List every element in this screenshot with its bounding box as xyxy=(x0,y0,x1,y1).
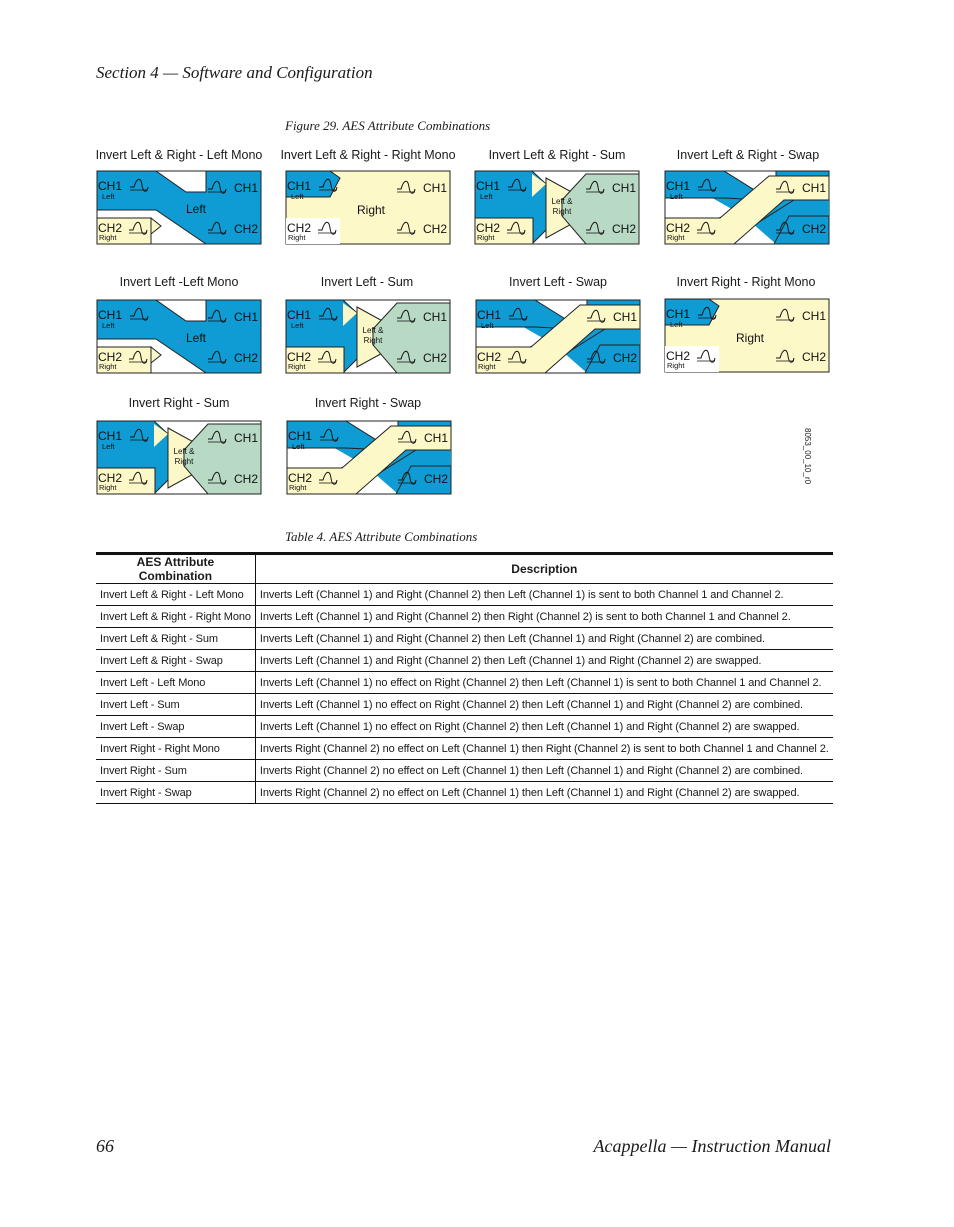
cell-combination: Invert Left & Right - Right Mono xyxy=(96,606,255,628)
diagram-title: Invert Left - Swap xyxy=(509,275,607,289)
right-sub-label: Right xyxy=(99,233,117,242)
diagram-mono xyxy=(96,170,262,248)
diagram-sum xyxy=(474,170,640,248)
table-row xyxy=(96,694,833,716)
ch2-out-label: CH2 xyxy=(801,350,826,364)
ch1-in-label: CH1 xyxy=(288,429,313,443)
ch2-in-label: CH2 xyxy=(666,221,691,235)
left-sub-label: Left xyxy=(481,321,494,330)
ch2-in-label: CH2 xyxy=(477,350,502,364)
figure-caption: Figure 29. AES Attribute Combinations xyxy=(285,118,491,133)
table-row xyxy=(96,760,833,782)
ch2-in-label: CH2 xyxy=(287,221,312,235)
ch2-in-label: CH2 xyxy=(666,349,691,363)
ch2-out-label: CH2 xyxy=(612,351,637,365)
table-caption: Table 4. AES Attribute Combinations xyxy=(285,529,478,544)
mix-label: Right xyxy=(356,203,386,217)
table-row xyxy=(96,738,833,760)
right-sub-label: Right xyxy=(477,233,495,242)
ch1-out-label: CH1 xyxy=(612,310,637,324)
cell-combination: Invert Right - Right Mono xyxy=(96,738,255,760)
cell-description: Inverts Left (Channel 1) no effect on Right (Channel 2) then Left (Channel 1) and Right (Channel 2) are swapped. xyxy=(255,716,832,738)
cell-description: Inverts Right (Channel 2) no effect on Left (Channel 1) then Left (Channel 1) and Right (Channel 2) are combined. xyxy=(255,760,832,782)
diagram-title: Invert Right - Sum xyxy=(128,396,230,410)
diagram-mono xyxy=(96,299,262,377)
diagram-title: Invert Left & Right - Right Mono xyxy=(280,148,456,162)
ch2-out-label: CH2 xyxy=(611,222,636,236)
aes-combinations-table xyxy=(96,552,833,804)
ch1-in-label: CH1 xyxy=(476,179,501,193)
right-sub-label: Right xyxy=(99,483,117,492)
mix-label: Left & Right xyxy=(362,326,384,345)
table-row xyxy=(96,716,833,738)
mix-label: Left xyxy=(185,331,207,345)
ch1-in-label: CH1 xyxy=(666,307,691,321)
cell-combination: Invert Left - Swap xyxy=(96,716,255,738)
diagram-swap xyxy=(286,420,452,498)
cell-description: Inverts Left (Channel 1) no effect on Right (Channel 2) then Left (Channel 1) is sent to both Channel 1 and Channel 2. xyxy=(255,672,832,694)
mix-label: Left & Right xyxy=(173,447,195,466)
ch2-out-label: CH2 xyxy=(422,351,447,365)
ch1-in-label: CH1 xyxy=(98,179,123,193)
right-sub-label: Right xyxy=(667,233,685,242)
right-sub-label: Right xyxy=(99,362,117,371)
ch2-in-label: CH2 xyxy=(287,350,312,364)
diagram-title: Invert Left - Sum xyxy=(320,275,414,289)
cell-description: Inverts Left (Channel 1) and Right (Channel 2) then Left (Channel 1) and Right (Channel 2) are swapped. xyxy=(255,650,832,672)
cell-combination: Invert Right - Swap xyxy=(96,782,255,804)
header-combination: AES Attribute Combination xyxy=(96,554,255,584)
cell-combination: Invert Left - Sum xyxy=(96,694,255,716)
ch2-out-label: CH2 xyxy=(423,472,448,486)
header-description: Description xyxy=(255,554,832,584)
ch1-out-label: CH1 xyxy=(233,431,258,445)
ch1-out-label: CH1 xyxy=(423,431,448,445)
ch2-in-label: CH2 xyxy=(288,471,313,485)
ch1-out-label: CH1 xyxy=(233,181,258,195)
figure-code: 8053_00_10_r0 xyxy=(803,428,812,485)
diagram-title: Invert Right - Right Mono xyxy=(676,275,816,289)
mix-label: Left & Right xyxy=(551,197,573,216)
ch2-out-label: CH2 xyxy=(422,222,447,236)
footer-title: Acappella — Instruction Manual xyxy=(593,1136,831,1156)
ch1-in-label: CH1 xyxy=(287,179,312,193)
ch1-out-label: CH1 xyxy=(233,310,258,324)
right-sub-label: Right xyxy=(667,361,685,370)
left-sub-label: Left xyxy=(480,192,493,201)
cell-combination: Invert Left & Right - Swap xyxy=(96,650,255,672)
cell-description: Inverts Left (Channel 1) and Right (Channel 2) then Right (Channel 2) is sent to both Channel 1 and Channel 2. xyxy=(255,606,832,628)
mix-label: Left xyxy=(185,202,207,216)
left-sub-label: Left xyxy=(291,192,304,201)
left-sub-label: Left xyxy=(670,192,683,201)
table-row xyxy=(96,606,833,628)
table-row xyxy=(96,650,833,672)
ch2-in-label: CH2 xyxy=(98,221,123,235)
diagram-mono xyxy=(285,170,451,248)
ch1-out-label: CH1 xyxy=(801,309,826,323)
right-sub-label: Right xyxy=(478,362,496,371)
diagram-title: Invert Left -Left Mono xyxy=(119,275,239,289)
ch1-out-label: CH1 xyxy=(611,181,636,195)
table-row xyxy=(96,584,833,606)
cell-description: Inverts Left (Channel 1) and Right (Channel 2) then Left (Channel 1) is sent to both Channel 1 and Channel 2. xyxy=(255,584,832,606)
ch1-in-label: CH1 xyxy=(98,429,123,443)
ch1-in-label: CH1 xyxy=(666,179,691,193)
left-sub-label: Left xyxy=(291,321,304,330)
table-row xyxy=(96,782,833,804)
diagram-sum xyxy=(96,420,262,498)
table-row xyxy=(96,672,833,694)
diagram-title: Invert Right - Swap xyxy=(314,396,422,410)
cell-description: Inverts Left (Channel 1) no effect on Right (Channel 2) then Left (Channel 1) and Right (Channel 2) are combined. xyxy=(255,694,832,716)
diagram-title: Invert Left & Right - Left Mono xyxy=(95,148,263,162)
left-sub-label: Left xyxy=(102,442,115,451)
ch2-in-label: CH2 xyxy=(476,221,501,235)
table-row xyxy=(96,628,833,650)
cell-combination: Invert Left & Right - Left Mono xyxy=(96,584,255,606)
cell-combination: Invert Left - Left Mono xyxy=(96,672,255,694)
ch1-out-label: CH1 xyxy=(422,181,447,195)
right-sub-label: Right xyxy=(288,233,306,242)
mix-label: Right xyxy=(735,331,765,345)
ch2-out-label: CH2 xyxy=(233,222,258,236)
ch1-out-label: CH1 xyxy=(801,181,826,195)
left-sub-label: Left xyxy=(292,442,305,451)
ch1-in-label: CH1 xyxy=(287,308,312,322)
ch2-in-label: CH2 xyxy=(98,350,123,364)
section-header: Section 4 — Software and Configuration xyxy=(96,63,373,82)
left-sub-label: Left xyxy=(102,192,115,201)
table-header-row xyxy=(96,554,833,584)
diagram-swap xyxy=(475,299,641,377)
cell-description: Inverts Right (Channel 2) no effect on Left (Channel 1) then Left (Channel 1) and Right (Channel 2) are swapped. xyxy=(255,782,832,804)
left-sub-label: Left xyxy=(670,320,683,329)
ch1-out-label: CH1 xyxy=(422,310,447,324)
right-sub-label: Right xyxy=(288,362,306,371)
ch2-in-label: CH2 xyxy=(98,471,123,485)
ch1-in-label: CH1 xyxy=(98,308,123,322)
diagram-mono xyxy=(664,298,830,376)
ch1-in-label: CH1 xyxy=(477,308,502,322)
diagram-swap xyxy=(664,170,830,248)
cell-combination: Invert Right - Sum xyxy=(96,760,255,782)
cell-description: Inverts Right (Channel 2) no effect on Left (Channel 1) then Right (Channel 2) is sent to both Channel 1 and Channel 2. xyxy=(255,738,832,760)
page-number: 66 xyxy=(96,1136,114,1156)
diagram-title: Invert Left & Right - Swap xyxy=(676,148,820,162)
left-sub-label: Left xyxy=(102,321,115,330)
ch2-out-label: CH2 xyxy=(233,472,258,486)
diagram-title: Invert Left & Right - Sum xyxy=(488,148,626,162)
right-sub-label: Right xyxy=(289,483,307,492)
cell-description: Inverts Left (Channel 1) and Right (Channel 2) then Left (Channel 1) and Right (Channel 2) are combined. xyxy=(255,628,832,650)
ch2-out-label: CH2 xyxy=(233,351,258,365)
cell-combination: Invert Left & Right - Sum xyxy=(96,628,255,650)
diagram-sum xyxy=(285,299,451,377)
ch2-out-label: CH2 xyxy=(801,222,826,236)
